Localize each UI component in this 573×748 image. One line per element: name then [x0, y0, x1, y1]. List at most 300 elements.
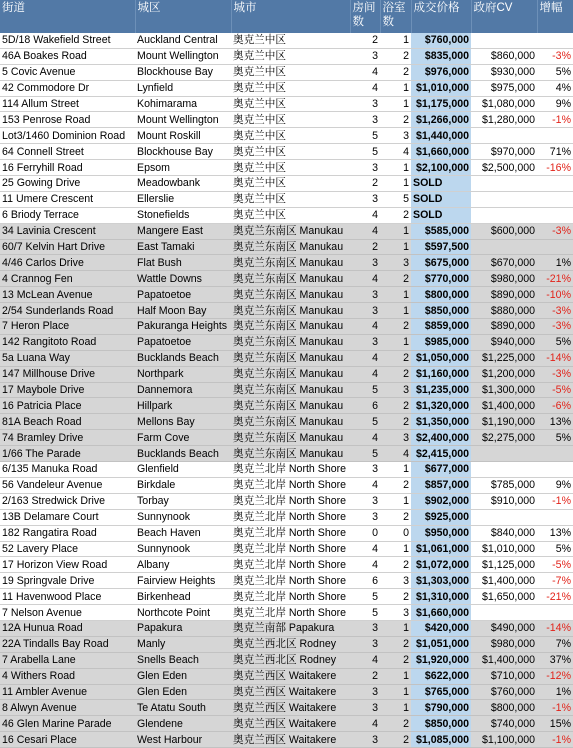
suburb-cell: Hillpark — [135, 398, 231, 414]
suburb-cell: West Harbour — [135, 732, 231, 748]
government-cv-cell: $980,000 — [471, 271, 537, 287]
bedrooms-cell: 2 — [350, 239, 380, 255]
city-cell: 奥克兰西区 Waitakere — [231, 700, 350, 716]
city-cell: 奥克兰东南区 Manukau — [231, 398, 350, 414]
sale-price-cell: $985,000 — [411, 334, 471, 350]
table-row — [0, 350, 573, 366]
street-cell: 182 Rangatira Road — [0, 525, 135, 541]
street-cell: 11 Umere Crescent — [0, 191, 135, 207]
sale-price-cell: $760,000 — [411, 33, 471, 48]
bathrooms-cell: 2 — [380, 716, 411, 732]
sale-price-cell: $420,000 — [411, 620, 471, 636]
street-cell: 74 Bramley Drive — [0, 430, 135, 446]
government-cv-cell: $1,400,000 — [471, 573, 537, 589]
bedrooms-cell: 3 — [350, 112, 380, 128]
street-cell: 1/66 The Parade — [0, 446, 135, 462]
change-cell: -3% — [537, 48, 573, 64]
city-cell: 奥克兰北岸 North Shore — [231, 525, 350, 541]
change-cell: -3% — [537, 303, 573, 319]
suburb-cell: Glen Eden — [135, 684, 231, 700]
change-cell — [537, 128, 573, 144]
bedrooms-cell: 0 — [350, 525, 380, 541]
sale-price-cell: $585,000 — [411, 223, 471, 239]
change-cell — [537, 462, 573, 478]
suburb-cell: Kohimarama — [135, 96, 231, 112]
bathrooms-cell: 3 — [380, 382, 411, 398]
bathrooms-cell: 1 — [380, 541, 411, 557]
city-cell: 奥克兰东南区 Manukau — [231, 350, 350, 366]
bathrooms-cell: 1 — [380, 239, 411, 255]
street-cell: 19 Springvale Drive — [0, 573, 135, 589]
street-cell: 5 Covic Avenue — [0, 64, 135, 80]
bedrooms-cell: 3 — [350, 334, 380, 350]
bathrooms-cell: 1 — [380, 668, 411, 684]
table-row — [0, 716, 573, 732]
suburb-cell: Sunnynook — [135, 541, 231, 557]
government-cv-cell: $800,000 — [471, 700, 537, 716]
city-cell: 奥克兰中区 — [231, 207, 350, 223]
city-cell: 奥克兰中区 — [231, 80, 350, 96]
bedrooms-cell: 5 — [350, 589, 380, 605]
government-cv-cell: $760,000 — [471, 684, 537, 700]
suburb-cell: Epsom — [135, 160, 231, 176]
change-cell: -21% — [537, 271, 573, 287]
city-cell: 奥克兰西区 Waitakere — [231, 668, 350, 684]
bedrooms-cell: 2 — [350, 668, 380, 684]
suburb-cell: Glenfield — [135, 462, 231, 478]
suburb-cell: Birkenhead — [135, 589, 231, 605]
table-row — [0, 430, 573, 446]
table-row — [0, 462, 573, 478]
bedrooms-cell: 3 — [350, 493, 380, 509]
city-cell: 奥克兰中区 — [231, 176, 350, 192]
city-cell: 奥克兰中区 — [231, 112, 350, 128]
street-cell: 16 Patricia Place — [0, 398, 135, 414]
sale-price-cell: $859,000 — [411, 319, 471, 335]
table-row — [0, 620, 573, 636]
city-cell: 奥克兰西北区 Rodney — [231, 652, 350, 668]
bathrooms-cell: 2 — [380, 398, 411, 414]
bathrooms-cell: 1 — [380, 176, 411, 192]
city-cell: 奥克兰东南区 Manukau — [231, 366, 350, 382]
government-cv-cell: $1,080,000 — [471, 96, 537, 112]
city-cell: 奥克兰北岸 North Shore — [231, 541, 350, 557]
city-cell: 奥克兰西区 Waitakere — [231, 732, 350, 748]
government-cv-cell — [471, 191, 537, 207]
suburb-cell: Beach Haven — [135, 525, 231, 541]
change-cell: 4% — [537, 80, 573, 96]
city-cell: 奥克兰东南区 Manukau — [231, 287, 350, 303]
change-cell: 5% — [537, 64, 573, 80]
city-cell: 奥克兰东南区 Manukau — [231, 271, 350, 287]
table-row — [0, 493, 573, 509]
bathrooms-cell: 1 — [380, 303, 411, 319]
city-cell: 奥克兰北岸 North Shore — [231, 493, 350, 509]
sale-price-cell: $950,000 — [411, 525, 471, 541]
bathrooms-cell: 2 — [380, 652, 411, 668]
government-cv-cell: $1,300,000 — [471, 382, 537, 398]
city-cell: 奥克兰中区 — [231, 191, 350, 207]
city-cell: 奥克兰西区 Waitakere — [231, 716, 350, 732]
table-row — [0, 732, 573, 748]
street-cell: 2/163 Stredwick Drive — [0, 493, 135, 509]
suburb-cell: Birkdale — [135, 477, 231, 493]
city-cell: 奥克兰东南区 Manukau — [231, 446, 350, 462]
sale-price-cell: $857,000 — [411, 477, 471, 493]
suburb-cell: Ellerslie — [135, 191, 231, 207]
bathrooms-cell: 2 — [380, 366, 411, 382]
government-cv-cell — [471, 239, 537, 255]
city-cell: 奥克兰北岸 North Shore — [231, 573, 350, 589]
suburb-cell: Blockhouse Bay — [135, 64, 231, 80]
government-cv-cell: $710,000 — [471, 668, 537, 684]
change-cell — [537, 509, 573, 525]
sale-price-cell: $597,500 — [411, 239, 471, 255]
bedrooms-cell: 5 — [350, 446, 380, 462]
bedrooms-cell: 4 — [350, 80, 380, 96]
street-cell: 16 Ferryhill Road — [0, 160, 135, 176]
bedrooms-cell: 4 — [350, 430, 380, 446]
bathrooms-cell: 1 — [380, 462, 411, 478]
government-cv-cell — [471, 33, 537, 48]
bedrooms-cell: 4 — [350, 477, 380, 493]
bathrooms-cell: 2 — [380, 509, 411, 525]
bathrooms-cell: 0 — [380, 525, 411, 541]
government-cv-cell — [471, 128, 537, 144]
bathrooms-cell: 3 — [380, 605, 411, 621]
government-cv-cell — [471, 509, 537, 525]
sale-price-cell: $675,000 — [411, 255, 471, 271]
city-cell: 奥克兰东南区 Manukau — [231, 414, 350, 430]
city-cell: 奥克兰北岸 North Shore — [231, 462, 350, 478]
change-cell: 71% — [537, 144, 573, 160]
government-cv-cell: $490,000 — [471, 620, 537, 636]
change-cell: -21% — [537, 589, 573, 605]
bathrooms-cell: 2 — [380, 319, 411, 335]
change-cell: 5% — [537, 430, 573, 446]
bathrooms-cell: 2 — [380, 48, 411, 64]
table-row — [0, 382, 573, 398]
bedrooms-cell: 6 — [350, 573, 380, 589]
street-cell: 147 Millhouse Drive — [0, 366, 135, 382]
street-cell: 16 Cesari Place — [0, 732, 135, 748]
city-cell: 奥克兰中区 — [231, 144, 350, 160]
street-cell: 13B Delamare Court — [0, 509, 135, 525]
city-cell: 奥克兰北岸 North Shore — [231, 477, 350, 493]
street-cell: 4 Crannog Fen — [0, 271, 135, 287]
change-cell: -3% — [537, 223, 573, 239]
suburb-cell: Papakura — [135, 620, 231, 636]
bedrooms-cell: 3 — [350, 700, 380, 716]
table-row — [0, 589, 573, 605]
government-cv-cell: $880,000 — [471, 303, 537, 319]
bathrooms-cell: 2 — [380, 271, 411, 287]
change-cell: 5% — [537, 541, 573, 557]
bedrooms-cell: 4 — [350, 350, 380, 366]
change-cell — [537, 239, 573, 255]
table-row — [0, 144, 573, 160]
bedrooms-cell: 3 — [350, 255, 380, 271]
change-cell: -3% — [537, 319, 573, 335]
bathrooms-cell: 2 — [380, 636, 411, 652]
change-cell: -1% — [537, 493, 573, 509]
table-row — [0, 239, 573, 255]
suburb-cell: Papatoetoe — [135, 287, 231, 303]
bathrooms-cell: 1 — [380, 80, 411, 96]
table-row — [0, 605, 573, 621]
bedrooms-cell: 3 — [350, 636, 380, 652]
bedrooms-cell: 4 — [350, 366, 380, 382]
street-cell: 25 Gowing Drive — [0, 176, 135, 192]
sale-price-cell: $850,000 — [411, 716, 471, 732]
sale-price-cell: $1,061,000 — [411, 541, 471, 557]
header-row — [0, 0, 573, 33]
bathrooms-cell: 2 — [380, 589, 411, 605]
street-cell: 7 Heron Place — [0, 319, 135, 335]
bedrooms-cell: 3 — [350, 287, 380, 303]
bathrooms-cell: 1 — [380, 96, 411, 112]
suburb-cell: Fairview Heights — [135, 573, 231, 589]
government-cv-cell: $930,000 — [471, 64, 537, 80]
suburb-cell: Wattle Downs — [135, 271, 231, 287]
government-cv-cell: $940,000 — [471, 334, 537, 350]
bathrooms-cell: 4 — [380, 446, 411, 462]
table-row — [0, 271, 573, 287]
table-row — [0, 668, 573, 684]
change-cell: -1% — [537, 700, 573, 716]
sale-price-cell: $1,175,000 — [411, 96, 471, 112]
table-row — [0, 541, 573, 557]
suburb-cell: Blockhouse Bay — [135, 144, 231, 160]
sale-price-cell: $976,000 — [411, 64, 471, 80]
sale-price-cell: $1,235,000 — [411, 382, 471, 398]
table-row — [0, 223, 573, 239]
bedrooms-cell: 4 — [350, 207, 380, 223]
government-cv-cell: $2,275,000 — [471, 430, 537, 446]
sale-price-cell: $2,415,000 — [411, 446, 471, 462]
bedrooms-cell: 3 — [350, 509, 380, 525]
change-cell: -3% — [537, 366, 573, 382]
government-cv-cell: $1,100,000 — [471, 732, 537, 748]
government-cv-cell: $740,000 — [471, 716, 537, 732]
suburb-cell: Stonefields — [135, 207, 231, 223]
table-row — [0, 191, 573, 207]
bathrooms-cell: 1 — [380, 223, 411, 239]
change-cell — [537, 191, 573, 207]
bedrooms-cell: 5 — [350, 144, 380, 160]
government-cv-cell: $1,400,000 — [471, 652, 537, 668]
bathrooms-cell: 1 — [380, 700, 411, 716]
header-street: 街道 — [0, 0, 135, 33]
sale-price-cell: $1,320,000 — [411, 398, 471, 414]
city-cell: 奥克兰东南区 Manukau — [231, 319, 350, 335]
suburb-cell: Mount Wellington — [135, 112, 231, 128]
city-cell: 奥克兰中区 — [231, 160, 350, 176]
bathrooms-cell: 2 — [380, 350, 411, 366]
government-cv-cell: $910,000 — [471, 493, 537, 509]
suburb-cell: Mount Roskill — [135, 128, 231, 144]
table-row — [0, 414, 573, 430]
bedrooms-cell: 4 — [350, 223, 380, 239]
table-row — [0, 319, 573, 335]
table-row — [0, 33, 573, 48]
suburb-cell: Mount Wellington — [135, 48, 231, 64]
change-cell: -14% — [537, 620, 573, 636]
sale-price-cell: $1,310,000 — [411, 589, 471, 605]
bedrooms-cell: 4 — [350, 271, 380, 287]
change-cell — [537, 176, 573, 192]
city-cell: 奥克兰中区 — [231, 96, 350, 112]
government-cv-cell: $1,190,000 — [471, 414, 537, 430]
sale-price-cell: $770,000 — [411, 271, 471, 287]
sale-price-cell: $1,266,000 — [411, 112, 471, 128]
bedrooms-cell: 2 — [350, 33, 380, 48]
street-cell: 11 Ambler Avenue — [0, 684, 135, 700]
table-row — [0, 509, 573, 525]
sale-price-cell: $1,160,000 — [411, 366, 471, 382]
change-cell: -5% — [537, 557, 573, 573]
table-row — [0, 255, 573, 271]
header-city: 城市 — [231, 0, 350, 33]
sale-price-cell: $800,000 — [411, 287, 471, 303]
sale-price-cell: $850,000 — [411, 303, 471, 319]
government-cv-cell: $1,125,000 — [471, 557, 537, 573]
change-cell: 1% — [537, 255, 573, 271]
bathrooms-cell: 2 — [380, 477, 411, 493]
sale-price-cell: SOLD — [411, 207, 471, 223]
street-cell: 7 Arabella Lane — [0, 652, 135, 668]
sale-price-cell: $677,000 — [411, 462, 471, 478]
city-cell: 奥克兰南部 Papakura — [231, 620, 350, 636]
street-cell: 34 Lavinia Crescent — [0, 223, 135, 239]
bathrooms-cell: 1 — [380, 334, 411, 350]
change-cell: 13% — [537, 414, 573, 430]
bathrooms-cell: 2 — [380, 557, 411, 573]
table-row — [0, 557, 573, 573]
table-row — [0, 636, 573, 652]
street-cell: 6 Briody Terrace — [0, 207, 135, 223]
change-cell: 15% — [537, 716, 573, 732]
bathrooms-cell: 3 — [380, 573, 411, 589]
table-row — [0, 446, 573, 462]
city-cell: 奥克兰东南区 Manukau — [231, 239, 350, 255]
city-cell: 奥克兰北岸 North Shore — [231, 589, 350, 605]
bedrooms-cell: 3 — [350, 160, 380, 176]
bathrooms-cell: 3 — [380, 430, 411, 446]
sale-price-cell: $1,660,000 — [411, 605, 471, 621]
suburb-cell: Pakuranga Heights — [135, 319, 231, 335]
street-cell: 8 Alwyn Avenue — [0, 700, 135, 716]
bathrooms-cell: 1 — [380, 493, 411, 509]
bedrooms-cell: 3 — [350, 732, 380, 748]
bathrooms-cell: 4 — [380, 144, 411, 160]
street-cell: 81A Beach Road — [0, 414, 135, 430]
bedrooms-cell: 3 — [350, 462, 380, 478]
street-cell: 42 Commodore Dr — [0, 80, 135, 96]
bedrooms-cell: 2 — [350, 176, 380, 192]
suburb-cell: Sunnynook — [135, 509, 231, 525]
government-cv-cell: $600,000 — [471, 223, 537, 239]
government-cv-cell: $980,000 — [471, 636, 537, 652]
bedrooms-cell: 4 — [350, 652, 380, 668]
suburb-cell: Auckland Central — [135, 33, 231, 48]
sale-price-cell: $925,000 — [411, 509, 471, 525]
header-change: 增幅 — [537, 0, 573, 33]
street-cell: Lot3/1460 Dominion Road — [0, 128, 135, 144]
bedrooms-cell: 6 — [350, 398, 380, 414]
suburb-cell: Torbay — [135, 493, 231, 509]
government-cv-cell — [471, 462, 537, 478]
sale-price-cell: $1,051,000 — [411, 636, 471, 652]
street-cell: 60/7 Kelvin Hart Drive — [0, 239, 135, 255]
government-cv-cell: $1,200,000 — [471, 366, 537, 382]
government-cv-cell: $2,500,000 — [471, 160, 537, 176]
table-row — [0, 303, 573, 319]
street-cell: 153 Penrose Road — [0, 112, 135, 128]
bedrooms-cell: 3 — [350, 303, 380, 319]
street-cell: 17 Horizon View Road — [0, 557, 135, 573]
street-cell: 46 Glen Marine Parade — [0, 716, 135, 732]
suburb-cell: Northpark — [135, 366, 231, 382]
street-cell: 5a Luana Way — [0, 350, 135, 366]
bedrooms-cell: 3 — [350, 48, 380, 64]
bathrooms-cell: 1 — [380, 620, 411, 636]
suburb-cell: Meadowbank — [135, 176, 231, 192]
change-cell: 1% — [537, 684, 573, 700]
street-cell: 114 Allum Street — [0, 96, 135, 112]
table-row — [0, 64, 573, 80]
suburb-cell: Half Moon Bay — [135, 303, 231, 319]
suburb-cell: East Tamaki — [135, 239, 231, 255]
bathrooms-cell: 2 — [380, 64, 411, 80]
bedrooms-cell: 5 — [350, 414, 380, 430]
bedrooms-cell: 4 — [350, 319, 380, 335]
city-cell: 奥克兰北岸 North Shore — [231, 509, 350, 525]
bedrooms-cell: 5 — [350, 605, 380, 621]
street-cell: 2/54 Sunderlands Road — [0, 303, 135, 319]
suburb-cell: Dannemora — [135, 382, 231, 398]
change-cell: -16% — [537, 160, 573, 176]
government-cv-cell: $860,000 — [471, 48, 537, 64]
table-row — [0, 128, 573, 144]
government-cv-cell: $1,650,000 — [471, 589, 537, 605]
change-cell: 7% — [537, 636, 573, 652]
suburb-cell: Northcote Point — [135, 605, 231, 621]
table-row — [0, 525, 573, 541]
city-cell: 奥克兰北岸 North Shore — [231, 605, 350, 621]
sale-price-cell: $790,000 — [411, 700, 471, 716]
sale-price-cell: $1,010,000 — [411, 80, 471, 96]
sale-price-cell: $1,050,000 — [411, 350, 471, 366]
change-cell: 9% — [537, 477, 573, 493]
table-row — [0, 176, 573, 192]
change-cell: -7% — [537, 573, 573, 589]
change-cell: 5% — [537, 334, 573, 350]
table-row — [0, 48, 573, 64]
street-cell: 46A Boakes Road — [0, 48, 135, 64]
street-cell: 17 Maybole Drive — [0, 382, 135, 398]
suburb-cell: Glen Eden — [135, 668, 231, 684]
sale-price-cell: $1,085,000 — [411, 732, 471, 748]
bedrooms-cell: 3 — [350, 620, 380, 636]
sale-price-cell: $1,440,000 — [411, 128, 471, 144]
sale-price-cell: $902,000 — [411, 493, 471, 509]
bathrooms-cell: 2 — [380, 732, 411, 748]
city-cell: 奥克兰北岸 North Shore — [231, 557, 350, 573]
suburb-cell: Bucklands Beach — [135, 446, 231, 462]
bathrooms-cell: 1 — [380, 33, 411, 48]
street-cell: 13 McLean Avenue — [0, 287, 135, 303]
